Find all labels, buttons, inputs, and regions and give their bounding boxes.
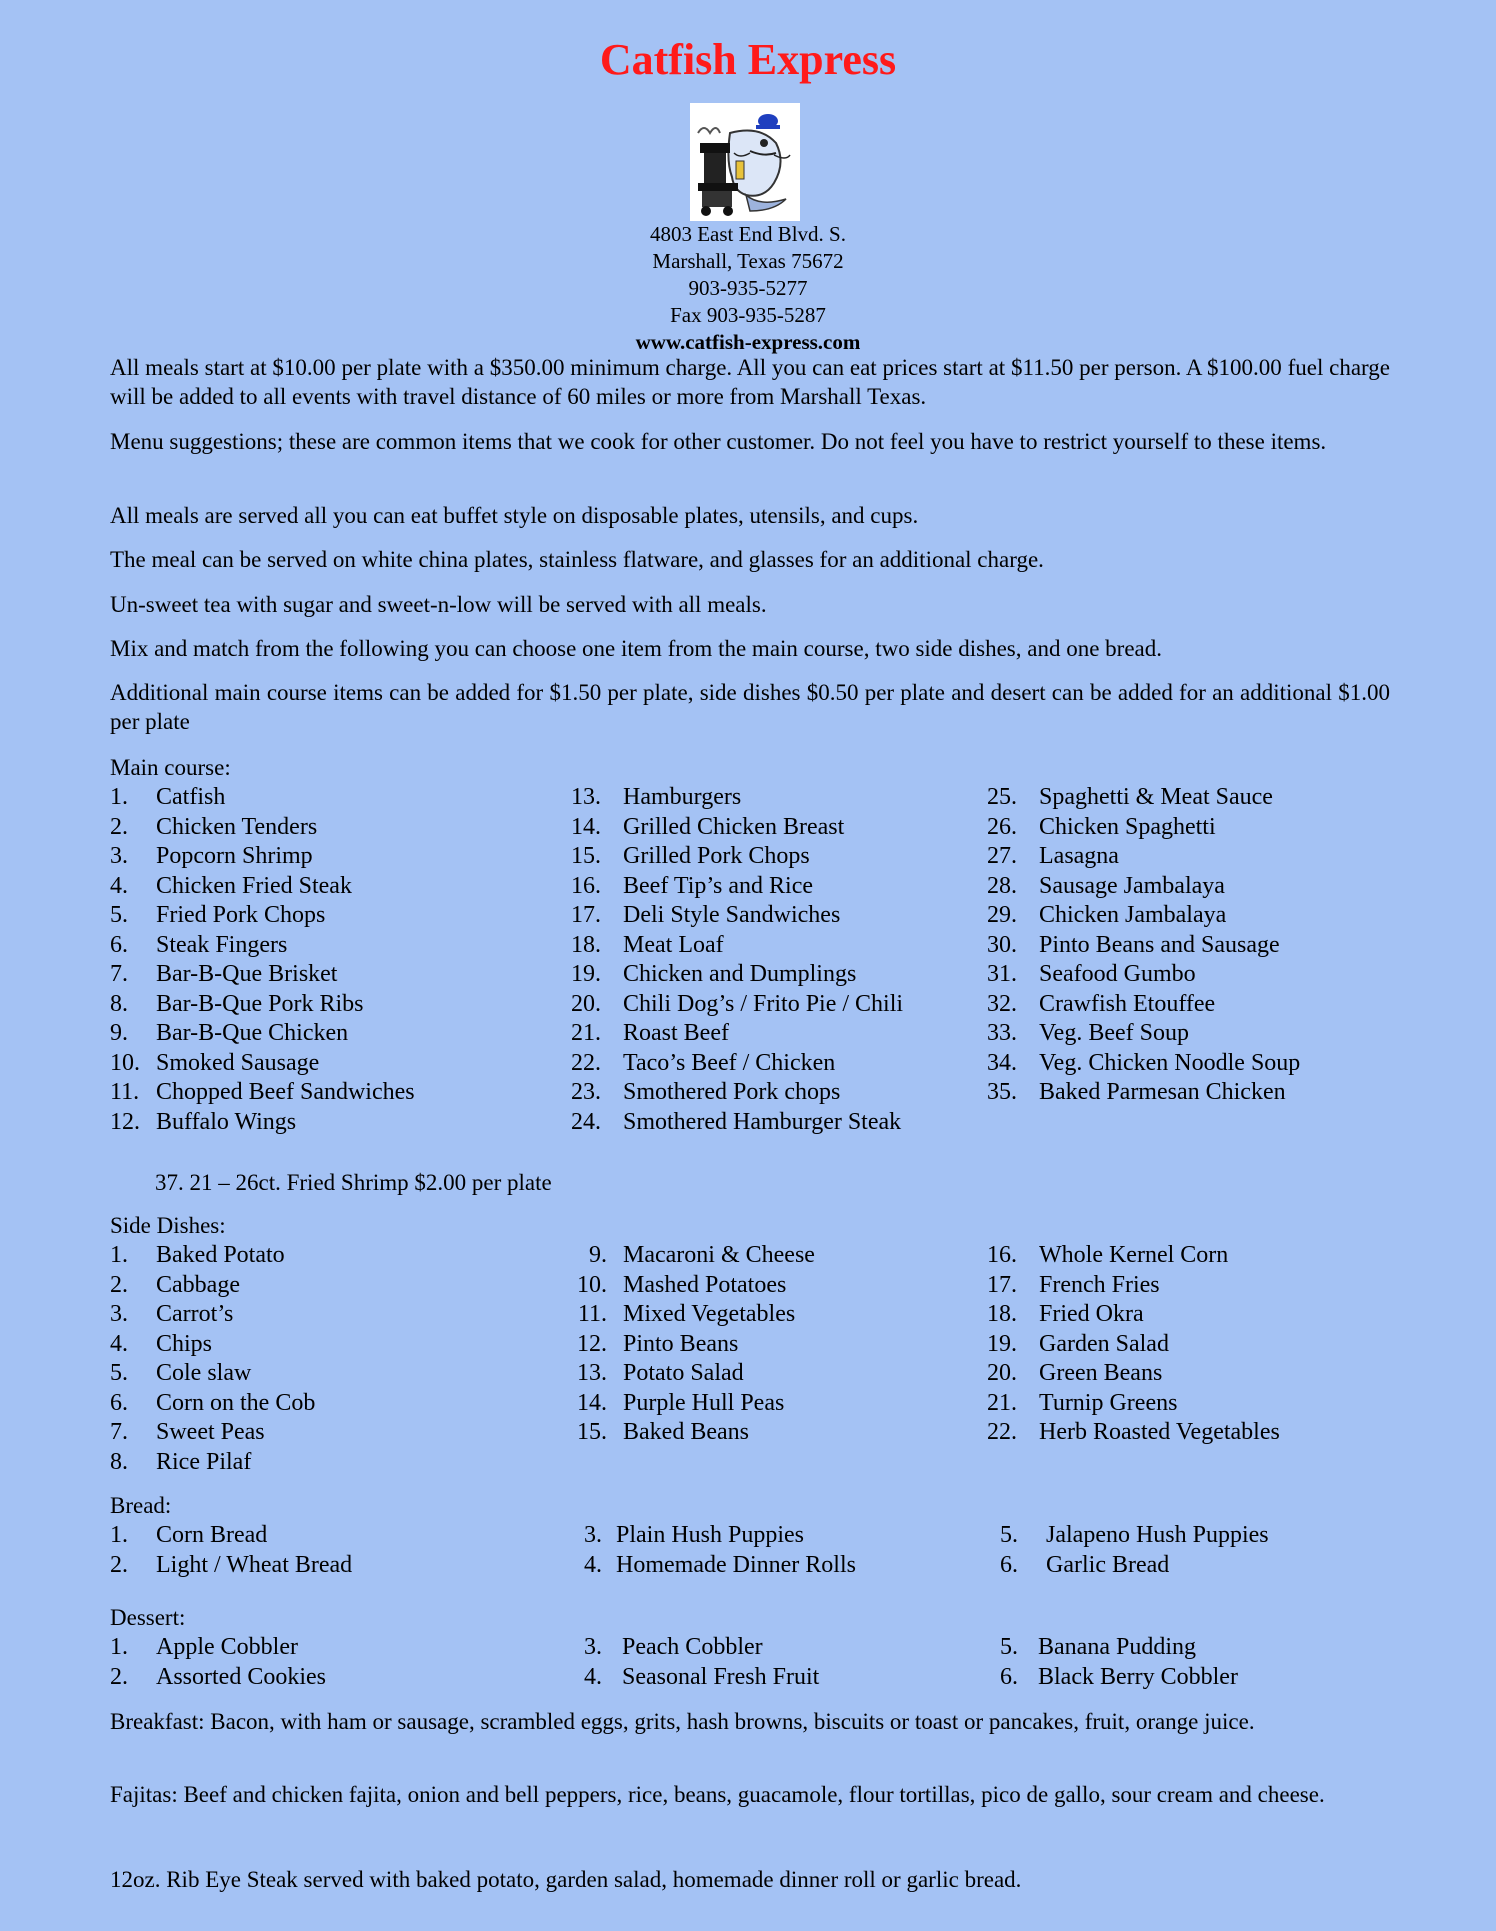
side-dish-item [987, 1271, 1407, 1300]
dessert-item-label: Seasonal Fresh Fruit [622, 1663, 820, 1690]
main-course-item [987, 901, 1407, 930]
main-course-item-label: Veg. Chicken Noodle Soup [1039, 1049, 1301, 1076]
side-dish-item [987, 1389, 1407, 1418]
main-course-item-label: Seafood Gumbo [1039, 961, 1196, 987]
buffet-paragraph: All meals are served all you can eat buffet style on disposable plates, utensils, and cups. [110, 503, 919, 528]
side-dish-item [571, 1359, 991, 1388]
side-dish-item-label: Carrot’s [156, 1301, 234, 1327]
main-course-item-label: Chicken Tenders [156, 813, 318, 840]
bread-item [110, 1551, 530, 1580]
side-dish-item-label: Potato Salad [623, 1360, 744, 1386]
main-course-item-number: 29. [987, 902, 1017, 928]
side-dish-item-number: 15. [577, 1419, 607, 1445]
main-course-item [110, 990, 530, 1019]
dessert-item-label: Peach Cobbler [622, 1634, 763, 1660]
bread-heading: Bread: [110, 1493, 172, 1518]
mix-match-paragraph: Mix and match from the following you can choose one item from the main course, two side dishes, and one bread. [110, 636, 1162, 661]
main-course-item-number: 13. [571, 784, 601, 810]
side-dish-item-number: 22. [987, 1419, 1017, 1445]
breakfast-paragraph: Breakfast: Bacon, with ham or sausage, scrambled eggs, grits, hash browns, biscuits or toast or pancakes, fruit, orange juice. [110, 1709, 1255, 1734]
side-dish-item-number: 16. [987, 1242, 1017, 1268]
main-course-item [571, 872, 991, 901]
fried-shrimp-item: 37. 21 – 26ct. Fried Shrimp $2.00 per plate [155, 1170, 552, 1195]
main-course-item-label: Sausage Jambalaya [1039, 872, 1225, 899]
dessert-item-number: 3. [584, 1634, 602, 1660]
main-course-item-number: 24. [571, 1108, 601, 1135]
main-course-item [571, 960, 991, 989]
main-course-item [987, 872, 1407, 901]
address-line-2: Marshall, Texas 75672 [652, 249, 844, 273]
main-course-item-label: Smoked Sausage [156, 1049, 320, 1076]
dessert-item-number: 6. [1000, 1663, 1018, 1690]
side-dish-item-number: 10. [577, 1271, 607, 1298]
main-course-item [571, 842, 991, 871]
main-course-item-number: 7. [110, 961, 128, 987]
main-course-item [571, 1108, 991, 1137]
address-line-1: 4803 East End Blvd. S. [649, 222, 846, 246]
side-dish-item [110, 1300, 530, 1329]
side-dish-item-label: Chips [156, 1330, 213, 1357]
main-course-item-number: 9. [110, 1020, 128, 1046]
main-course-item-label: Veg. Beef Soup [1039, 1020, 1189, 1046]
catfish-logo-icon [690, 103, 800, 221]
side-dish-item-number: 17. [987, 1271, 1017, 1298]
dessert-item-label: Black Berry Cobbler [1038, 1663, 1238, 1690]
side-dish-item-number: 21. [987, 1389, 1017, 1416]
main-course-heading: Main course: [110, 755, 231, 780]
pricing-paragraph: All meals start at $10.00 per plate with a $350.00 minimum charge. All you can eat prices start at $11.50 per person. A $100.00 fuel charge will be added to all events with travel distance of 60 miles or more from Marshall Texas. [110, 355, 1390, 409]
side-dish-item-label: Sweet Peas [156, 1419, 265, 1445]
main-course-item [110, 1078, 530, 1107]
main-course-item-number: 3. [110, 843, 128, 869]
side-dish-item-label: Rice Pilaf [156, 1448, 252, 1475]
side-dish-item-label: Cole slaw [156, 1360, 252, 1386]
side-dish-item-label: Baked Potato [156, 1242, 285, 1268]
main-course-item [987, 783, 1407, 812]
bread-item [1000, 1551, 1420, 1580]
main-course-item-number: 2. [110, 813, 128, 840]
side-dish-item [571, 1300, 991, 1329]
main-course-item [987, 990, 1407, 1019]
side-dish-item [987, 1359, 1407, 1388]
side-dish-item [571, 1418, 991, 1447]
main-course-item-number: 26. [987, 813, 1017, 840]
main-course-item-number: 28. [987, 872, 1017, 899]
dessert-item [584, 1663, 1004, 1692]
bread-item [1000, 1521, 1420, 1550]
main-course-item-label: Chopped Beef Sandwiches [156, 1079, 415, 1105]
main-course-item-number: 14. [571, 813, 601, 840]
main-course-item-number: 34. [987, 1049, 1017, 1076]
dessert-item-number: 4. [584, 1663, 602, 1690]
main-course-item-label: Bar-B-Que Brisket [156, 961, 338, 987]
main-course-item [571, 783, 991, 812]
side-dish-item [110, 1359, 530, 1388]
main-course-item-number: 16. [571, 872, 601, 899]
side-dish-item-label: Mixed Vegetables [623, 1301, 796, 1327]
main-course-item-label: Popcorn Shrimp [156, 843, 313, 869]
side-dish-item-label: Whole Kernel Corn [1039, 1242, 1229, 1268]
bread-item-number: 4. [584, 1551, 602, 1578]
main-course-item-number: 12. [110, 1108, 140, 1135]
main-course-item [987, 1049, 1407, 1078]
main-course-item-label: Bar-B-Que Chicken [156, 1020, 349, 1046]
bread-item [584, 1521, 1004, 1550]
main-course-item-number: 11. [110, 1079, 140, 1105]
main-course-item-label: Chicken Spaghetti [1039, 813, 1216, 840]
bread-item-number: 6. [1000, 1551, 1018, 1578]
main-course-item [987, 842, 1407, 871]
side-dish-item-number: 7. [110, 1419, 128, 1445]
bread-item-number: 1. [110, 1522, 128, 1548]
main-course-item [987, 1019, 1407, 1048]
main-course-item [110, 872, 530, 901]
bread-item-number: 2. [110, 1551, 128, 1578]
additional-items-paragraph: Additional main course items can be added for $1.50 per plate, side dishes $0.50 per plate and desert can be added for an additional $1.00 per plate [110, 680, 1390, 734]
ribeye-paragraph: 12oz. Rib Eye Steak served with baked potato, garden salad, homemade dinner roll or garlic bread. [110, 1867, 1022, 1892]
main-course-item-label: Hamburgers [623, 784, 742, 810]
main-course-item-number: 18. [571, 931, 601, 958]
side-dish-item-label: Mashed Potatoes [623, 1271, 787, 1298]
side-dish-item-label: Green Beans [1039, 1360, 1163, 1386]
page-title: Catfish Express [599, 35, 897, 84]
main-course-item-label: Roast Beef [623, 1020, 729, 1046]
main-course-item-number: 31. [987, 961, 1017, 987]
main-course-item-label: Grilled Pork Chops [623, 843, 810, 869]
side-dish-item-number: 2. [110, 1271, 128, 1298]
side-dish-item-number: 9. [589, 1242, 607, 1268]
contact-block [0, 221, 1496, 356]
main-course-item [987, 1078, 1407, 1107]
main-course-item-label: Buffalo Wings [156, 1108, 297, 1135]
phone-number: 903-935-5277 [688, 276, 808, 300]
china-plates-paragraph: The meal can be served on white china plates, stainless flatware, and glasses for an additional charge. [110, 547, 1044, 572]
dessert-item-number: 5. [1000, 1634, 1018, 1660]
main-course-item-number: 5. [110, 902, 128, 928]
side-dish-item [571, 1241, 991, 1270]
main-course-item-label: Pinto Beans and Sausage [1039, 931, 1280, 958]
main-course-item-label: Crawfish Etouffee [1039, 990, 1216, 1017]
main-course-item-number: 23. [571, 1079, 601, 1105]
bread-item-label: Corn Bread [156, 1522, 268, 1548]
main-course-item-label: Deli Style Sandwiches [623, 902, 841, 928]
main-course-item-number: 21. [571, 1020, 601, 1046]
side-dish-item-number: 20. [987, 1360, 1017, 1386]
fajitas-paragraph: Fajitas: Beef and chicken fajita, onion and bell peppers, rice, beans, guacamole, flour tortillas, pico de gallo, sour cream and cheese. [110, 1782, 1325, 1807]
main-course-item-number: 8. [110, 990, 128, 1017]
dessert-item [110, 1633, 530, 1662]
side-dish-item-label: French Fries [1039, 1271, 1160, 1298]
side-dish-item-label: Baked Beans [623, 1419, 749, 1445]
main-course-item [571, 1049, 991, 1078]
side-dish-item [110, 1448, 530, 1477]
main-course-item-number: 30. [987, 931, 1017, 958]
dessert-item-label: Apple Cobbler [156, 1634, 298, 1660]
main-course-item-label: Chicken and Dumplings [623, 961, 857, 987]
side-dish-item-number: 11. [577, 1301, 607, 1327]
side-dish-item [110, 1389, 530, 1418]
side-dish-item [571, 1271, 991, 1300]
main-course-item-number: 25. [987, 784, 1017, 810]
bread-item-number: 5. [1000, 1522, 1018, 1548]
side-dish-item [987, 1241, 1407, 1270]
website-link[interactable]: www.catfish-express.com [635, 330, 861, 354]
side-dish-item-number: 6. [110, 1389, 128, 1416]
dessert-item-number: 1. [110, 1634, 128, 1660]
side-dish-item [110, 1241, 530, 1270]
main-course-item-label: Lasagna [1039, 843, 1119, 869]
side-dish-item [571, 1330, 991, 1359]
main-course-item [571, 1078, 991, 1107]
main-course-item-label: Chili Dog’s / Frito Pie / Chili [623, 990, 904, 1017]
main-course-item-label: Taco’s Beef / Chicken [623, 1049, 836, 1076]
dessert-item [1000, 1633, 1420, 1662]
catfish-logo [690, 103, 800, 221]
main-course-item-label: Bar-B-Que Pork Ribs [156, 990, 364, 1017]
side-dish-item-label: Purple Hull Peas [623, 1389, 785, 1416]
side-dish-item [987, 1300, 1407, 1329]
main-course-item-number: 33. [987, 1020, 1017, 1046]
dessert-item [1000, 1663, 1420, 1692]
main-course-item-number: 10. [110, 1049, 140, 1076]
dessert-item-number: 2. [110, 1663, 128, 1690]
dessert-item [584, 1633, 1004, 1662]
side-dish-item-number: 3. [110, 1301, 128, 1327]
main-course-item-label: Fried Pork Chops [156, 902, 326, 928]
side-dish-item-number: 4. [110, 1330, 128, 1357]
main-course-item-label: Spaghetti & Meat Sauce [1039, 784, 1273, 810]
side-dishes-heading: Side Dishes: [110, 1213, 226, 1238]
bread-item-label: Homemade Dinner Rolls [616, 1551, 856, 1578]
side-dish-item-label: Fried Okra [1039, 1301, 1144, 1327]
main-course-item-number: 32. [987, 990, 1017, 1017]
bread-item-label: Jalapeno Hush Puppies [1046, 1522, 1269, 1548]
bread-item-label: Garlic Bread [1046, 1551, 1170, 1578]
main-course-item [110, 783, 530, 812]
side-dish-item [110, 1330, 530, 1359]
side-dish-item-number: 1. [110, 1242, 128, 1268]
side-dish-item-label: Corn on the Cob [156, 1389, 316, 1416]
side-dish-item-label: Pinto Beans [623, 1330, 739, 1357]
side-dish-item-label: Cabbage [156, 1271, 240, 1298]
main-course-item [110, 1019, 530, 1048]
side-dish-item-number: 8. [110, 1448, 128, 1475]
tea-paragraph: Un-sweet tea with sugar and sweet-n-low will be served with all meals. [110, 592, 767, 617]
bread-item [110, 1521, 530, 1550]
main-course-item [571, 1019, 991, 1048]
main-course-item [571, 813, 991, 842]
main-course-item-number: 4. [110, 872, 128, 899]
main-course-item-number: 17. [571, 902, 601, 928]
menu-suggestions-paragraph: Menu suggestions; these are common items that we cook for other customer. Do not feel you have to restrict yourself to these items. [110, 429, 1327, 454]
main-course-item-label: Grilled Chicken Breast [623, 813, 845, 840]
main-course-item-label: Steak Fingers [156, 931, 288, 958]
main-course-item [110, 1108, 530, 1137]
main-course-item-label: Baked Parmesan Chicken [1039, 1079, 1286, 1105]
bread-item-number: 3. [584, 1522, 602, 1548]
main-course-item [110, 1049, 530, 1078]
dessert-item-label: Assorted Cookies [156, 1663, 326, 1690]
side-dish-item-number: 14. [577, 1389, 607, 1416]
dessert-heading: Dessert: [110, 1605, 186, 1630]
main-course-item-number: 20. [571, 990, 601, 1017]
bread-item [584, 1551, 1004, 1580]
side-dish-item [110, 1271, 530, 1300]
main-course-item-label: Chicken Fried Steak [156, 872, 352, 899]
side-dish-item-label: Garden Salad [1039, 1330, 1169, 1357]
main-course-item-number: 15. [571, 843, 601, 869]
main-course-item-number: 35. [987, 1079, 1017, 1105]
main-course-item [571, 990, 991, 1019]
side-dish-item [110, 1418, 530, 1447]
side-dish-item-number: 18. [987, 1301, 1017, 1327]
bread-item-label: Light / Wheat Bread [156, 1551, 353, 1578]
side-dish-item-number: 19. [987, 1330, 1017, 1357]
side-dish-item-label: Herb Roasted Vegetables [1039, 1419, 1280, 1445]
main-course-item [571, 901, 991, 930]
side-dish-item-number: 5. [110, 1360, 128, 1386]
main-course-item-label: Chicken Jambalaya [1039, 902, 1227, 928]
main-course-item [110, 931, 530, 960]
main-course-item-label: Smothered Pork chops [623, 1079, 841, 1105]
side-dish-item-number: 12. [577, 1330, 607, 1357]
side-dish-item-label: Turnip Greens [1039, 1389, 1178, 1416]
main-course-item-number: 1. [110, 784, 128, 810]
main-course-item-label: Smothered Hamburger Steak [623, 1108, 902, 1135]
main-course-item-number: 22. [571, 1049, 601, 1076]
main-course-item-number: 27. [987, 843, 1017, 869]
main-course-item-label: Beef Tip’s and Rice [623, 872, 813, 899]
main-course-item [110, 901, 530, 930]
main-course-item [987, 960, 1407, 989]
main-course-item-label: Catfish [156, 784, 226, 810]
side-dish-item-number: 13. [577, 1360, 607, 1386]
dessert-item-label: Banana Pudding [1038, 1634, 1196, 1660]
main-course-item [987, 813, 1407, 842]
bread-item-label: Plain Hush Puppies [616, 1522, 805, 1548]
main-course-item [110, 842, 530, 871]
main-course-item [571, 931, 991, 960]
side-dish-item [987, 1330, 1407, 1359]
main-course-item [987, 931, 1407, 960]
side-dish-item [987, 1418, 1407, 1447]
side-dish-item-label: Macaroni & Cheese [623, 1242, 815, 1268]
main-course-item-number: 6. [110, 931, 128, 958]
main-course-item-label: Meat Loaf [623, 931, 724, 958]
dessert-item [110, 1663, 530, 1692]
main-course-item [110, 960, 530, 989]
main-course-item [110, 813, 530, 842]
main-course-item-number: 19. [571, 961, 601, 987]
fax-number: Fax 903-935-5287 [670, 303, 826, 327]
side-dish-item [571, 1389, 991, 1418]
